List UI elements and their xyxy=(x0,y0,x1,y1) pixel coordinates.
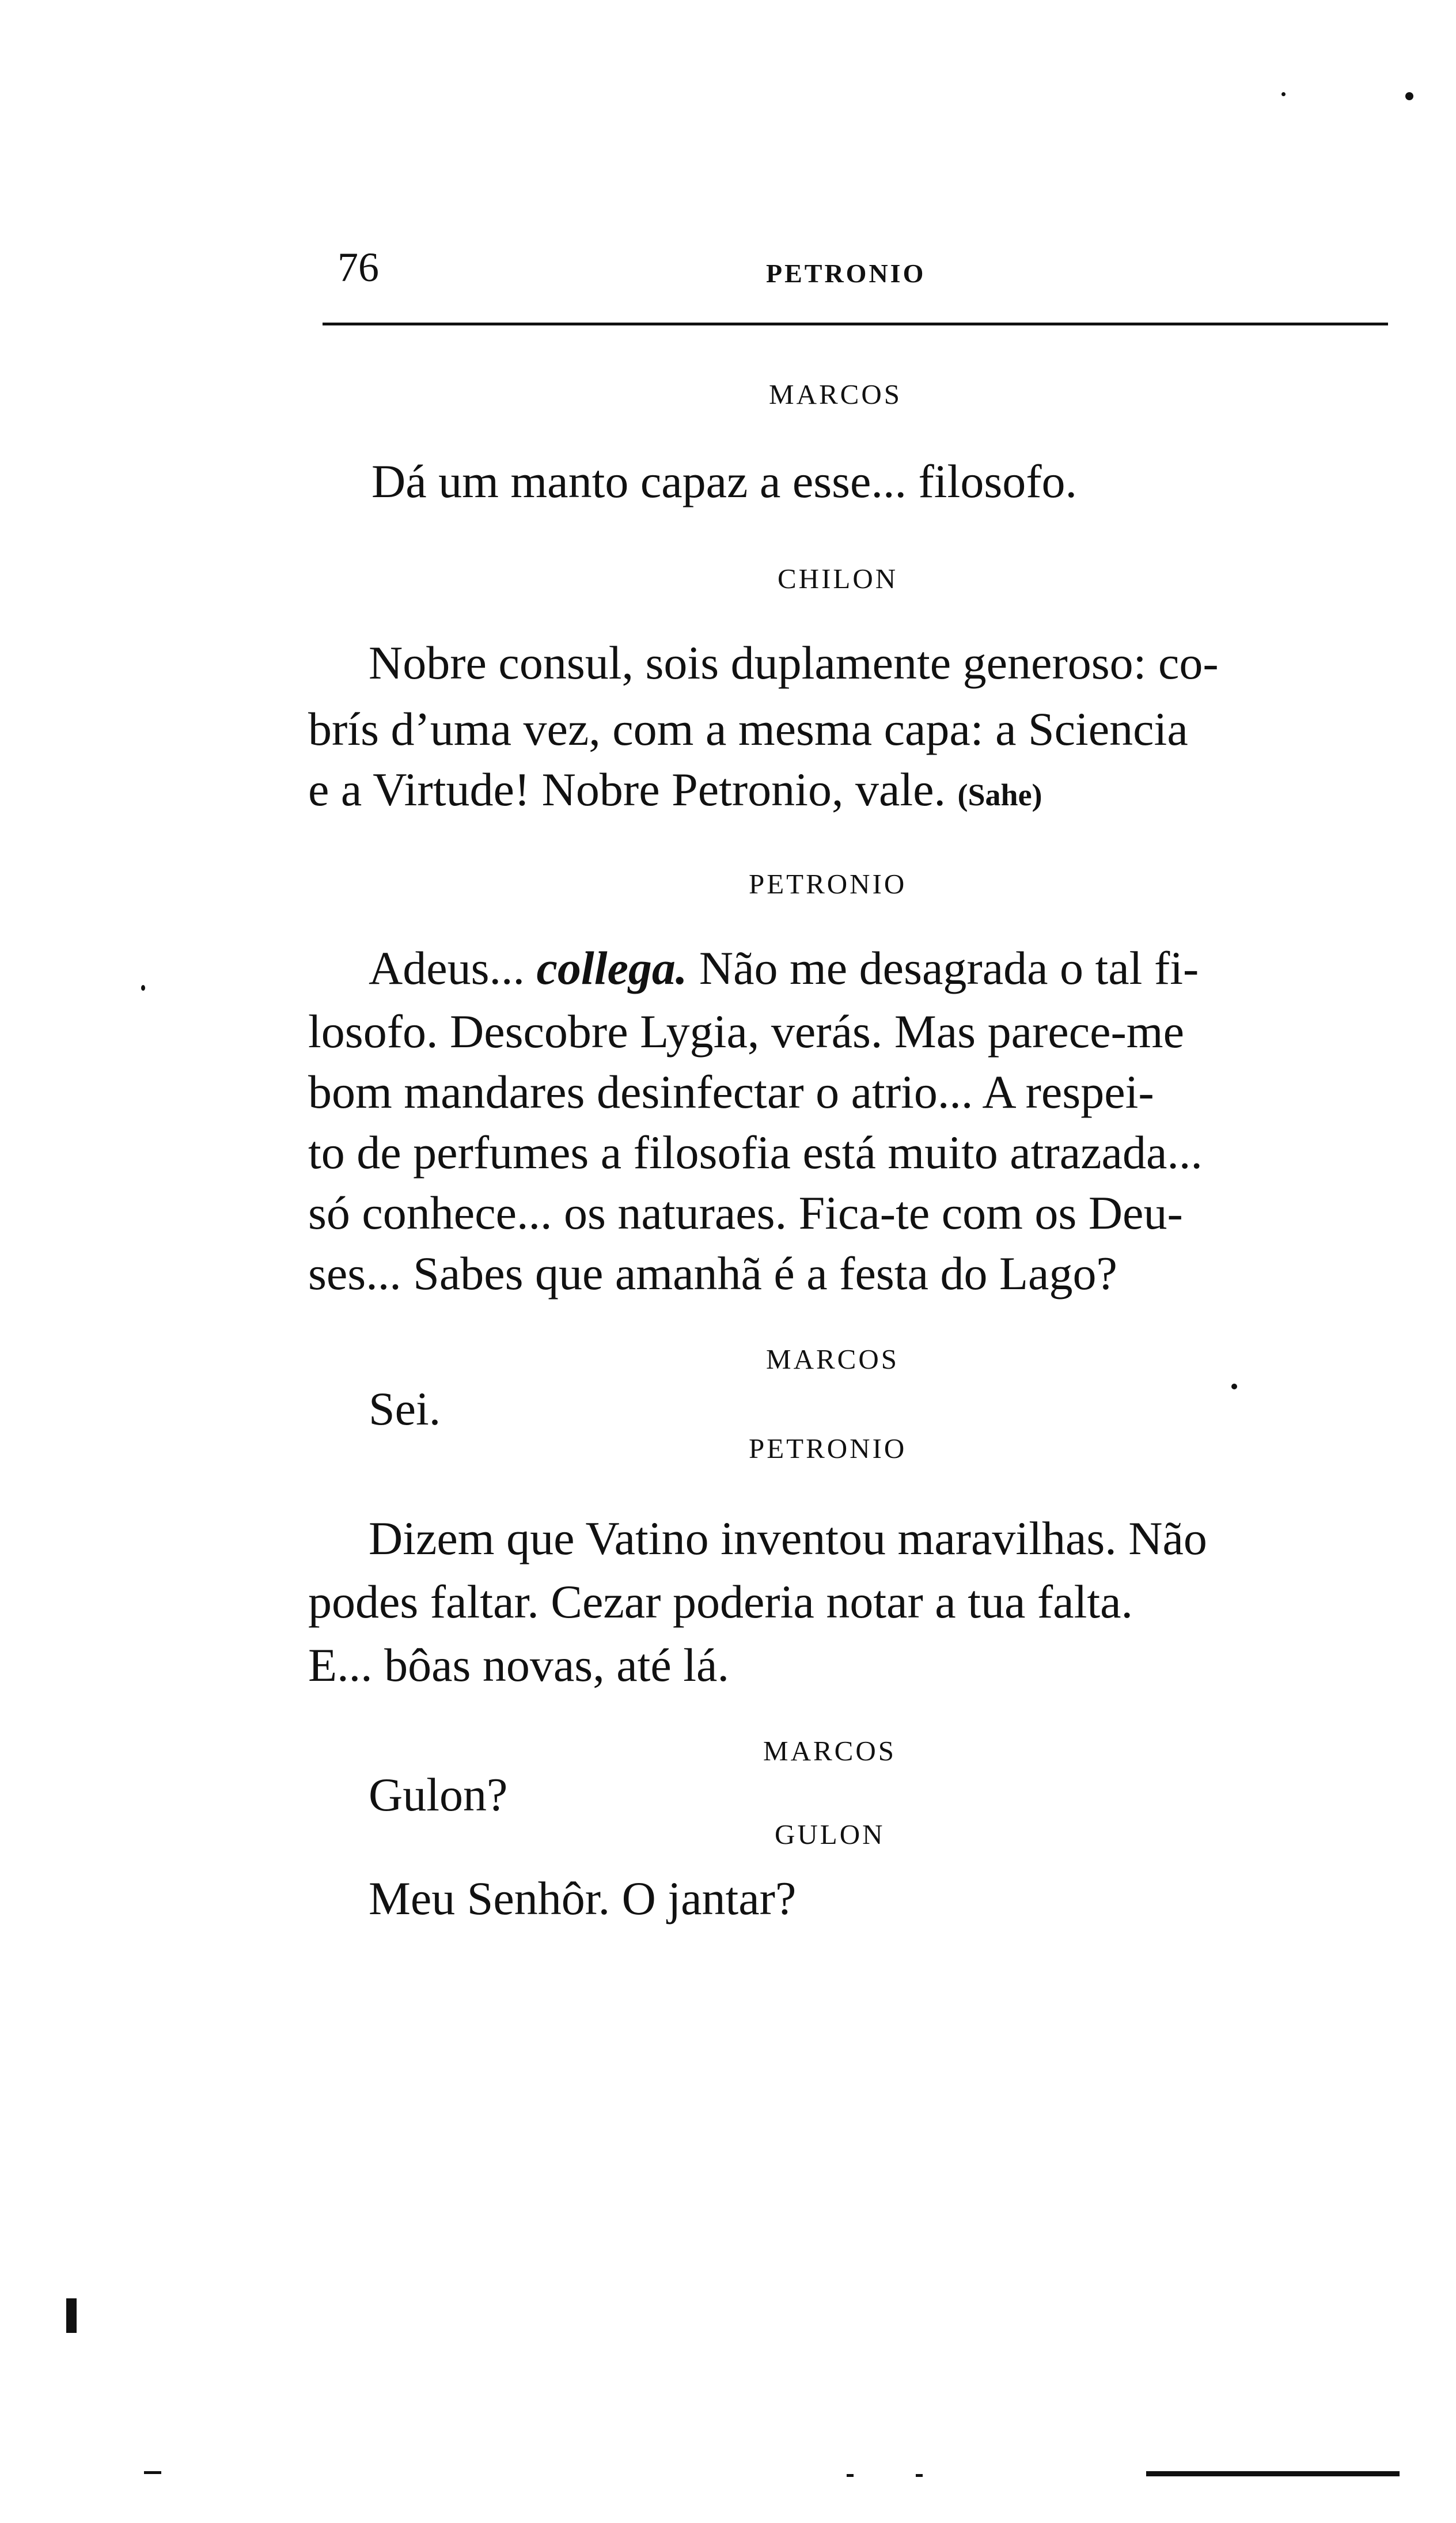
dialogue-line: to de perfumes a filosofia está muito atrazada... xyxy=(308,1126,1203,1179)
header-rule xyxy=(323,323,1388,325)
dialogue-line: Dá um manto capaz a esse... filosofo. xyxy=(371,455,1078,507)
speaker-name: PETRONIO xyxy=(749,868,907,900)
scan-mark xyxy=(66,2298,77,2333)
dialogue-line: podes faltar. Cezar poderia notar a tua falta. xyxy=(308,1575,1133,1628)
speaker-name: PETRONIO xyxy=(749,1433,907,1464)
dialogue-line-text: e a Virtude! Nobre Petronio, vale. xyxy=(308,763,946,816)
scan-mark xyxy=(916,2474,923,2477)
dialogue-line: E... bôas novas, até lá. xyxy=(308,1639,729,1691)
speaker-name: MARCOS xyxy=(766,1343,899,1375)
speaker-name: CHILON xyxy=(778,563,898,594)
dialogue-line: losofo. Descobre Lygia, verás. Mas parece-me xyxy=(308,1005,1184,1058)
dialogue-line-text: Nobre consul, sois duplamente generoso: co- xyxy=(369,637,1219,689)
speaker-name: MARCOS xyxy=(763,1735,896,1767)
scan-speck xyxy=(1281,92,1286,96)
dialogue-line xyxy=(308,763,1042,816)
dialogue-line: brís d’uma vez, com a mesma capa: a Sciencia xyxy=(308,703,1188,755)
scan-mark xyxy=(144,2471,161,2474)
scan-mark xyxy=(847,2474,854,2477)
stage-direction: (Sahe) xyxy=(957,778,1042,812)
speaker-name: GULON xyxy=(775,1819,885,1850)
dialogue-line: Dizem que Vatino inventou maravilhas. Não xyxy=(369,1512,1207,1564)
dialogue-line xyxy=(369,942,1199,994)
scan-mark xyxy=(1146,2471,1400,2476)
page-number: 76 xyxy=(338,244,379,290)
dialogue-line: ses... Sabes que amanhã é a festa do Lago? xyxy=(308,1247,1117,1300)
scan-speck xyxy=(1231,1384,1237,1389)
scan-speck xyxy=(1405,92,1413,100)
scan-speck xyxy=(141,985,145,991)
dialogue-line: Meu Senhôr. O jantar? xyxy=(369,1872,797,1925)
running-title: PETRONIO xyxy=(766,259,926,288)
page-header xyxy=(323,230,1388,300)
dialogue-line: Gulon? xyxy=(369,1768,508,1821)
dialogue-line-text: Não me desagrada o tal fi- xyxy=(699,942,1199,994)
emphasized-word: collega. xyxy=(536,942,688,994)
dialogue-line xyxy=(369,639,1391,687)
dialogue-line: só conhece... os naturaes. Fica-te com os Deu- xyxy=(308,1187,1183,1239)
dialogue-line-text: Adeus... xyxy=(369,942,525,994)
dialogue-line: Sei. xyxy=(369,1382,441,1435)
dialogue-line: bom mandares desinfectar o atrio... A respei- xyxy=(308,1066,1154,1118)
speaker-name: MARCOS xyxy=(769,378,902,410)
